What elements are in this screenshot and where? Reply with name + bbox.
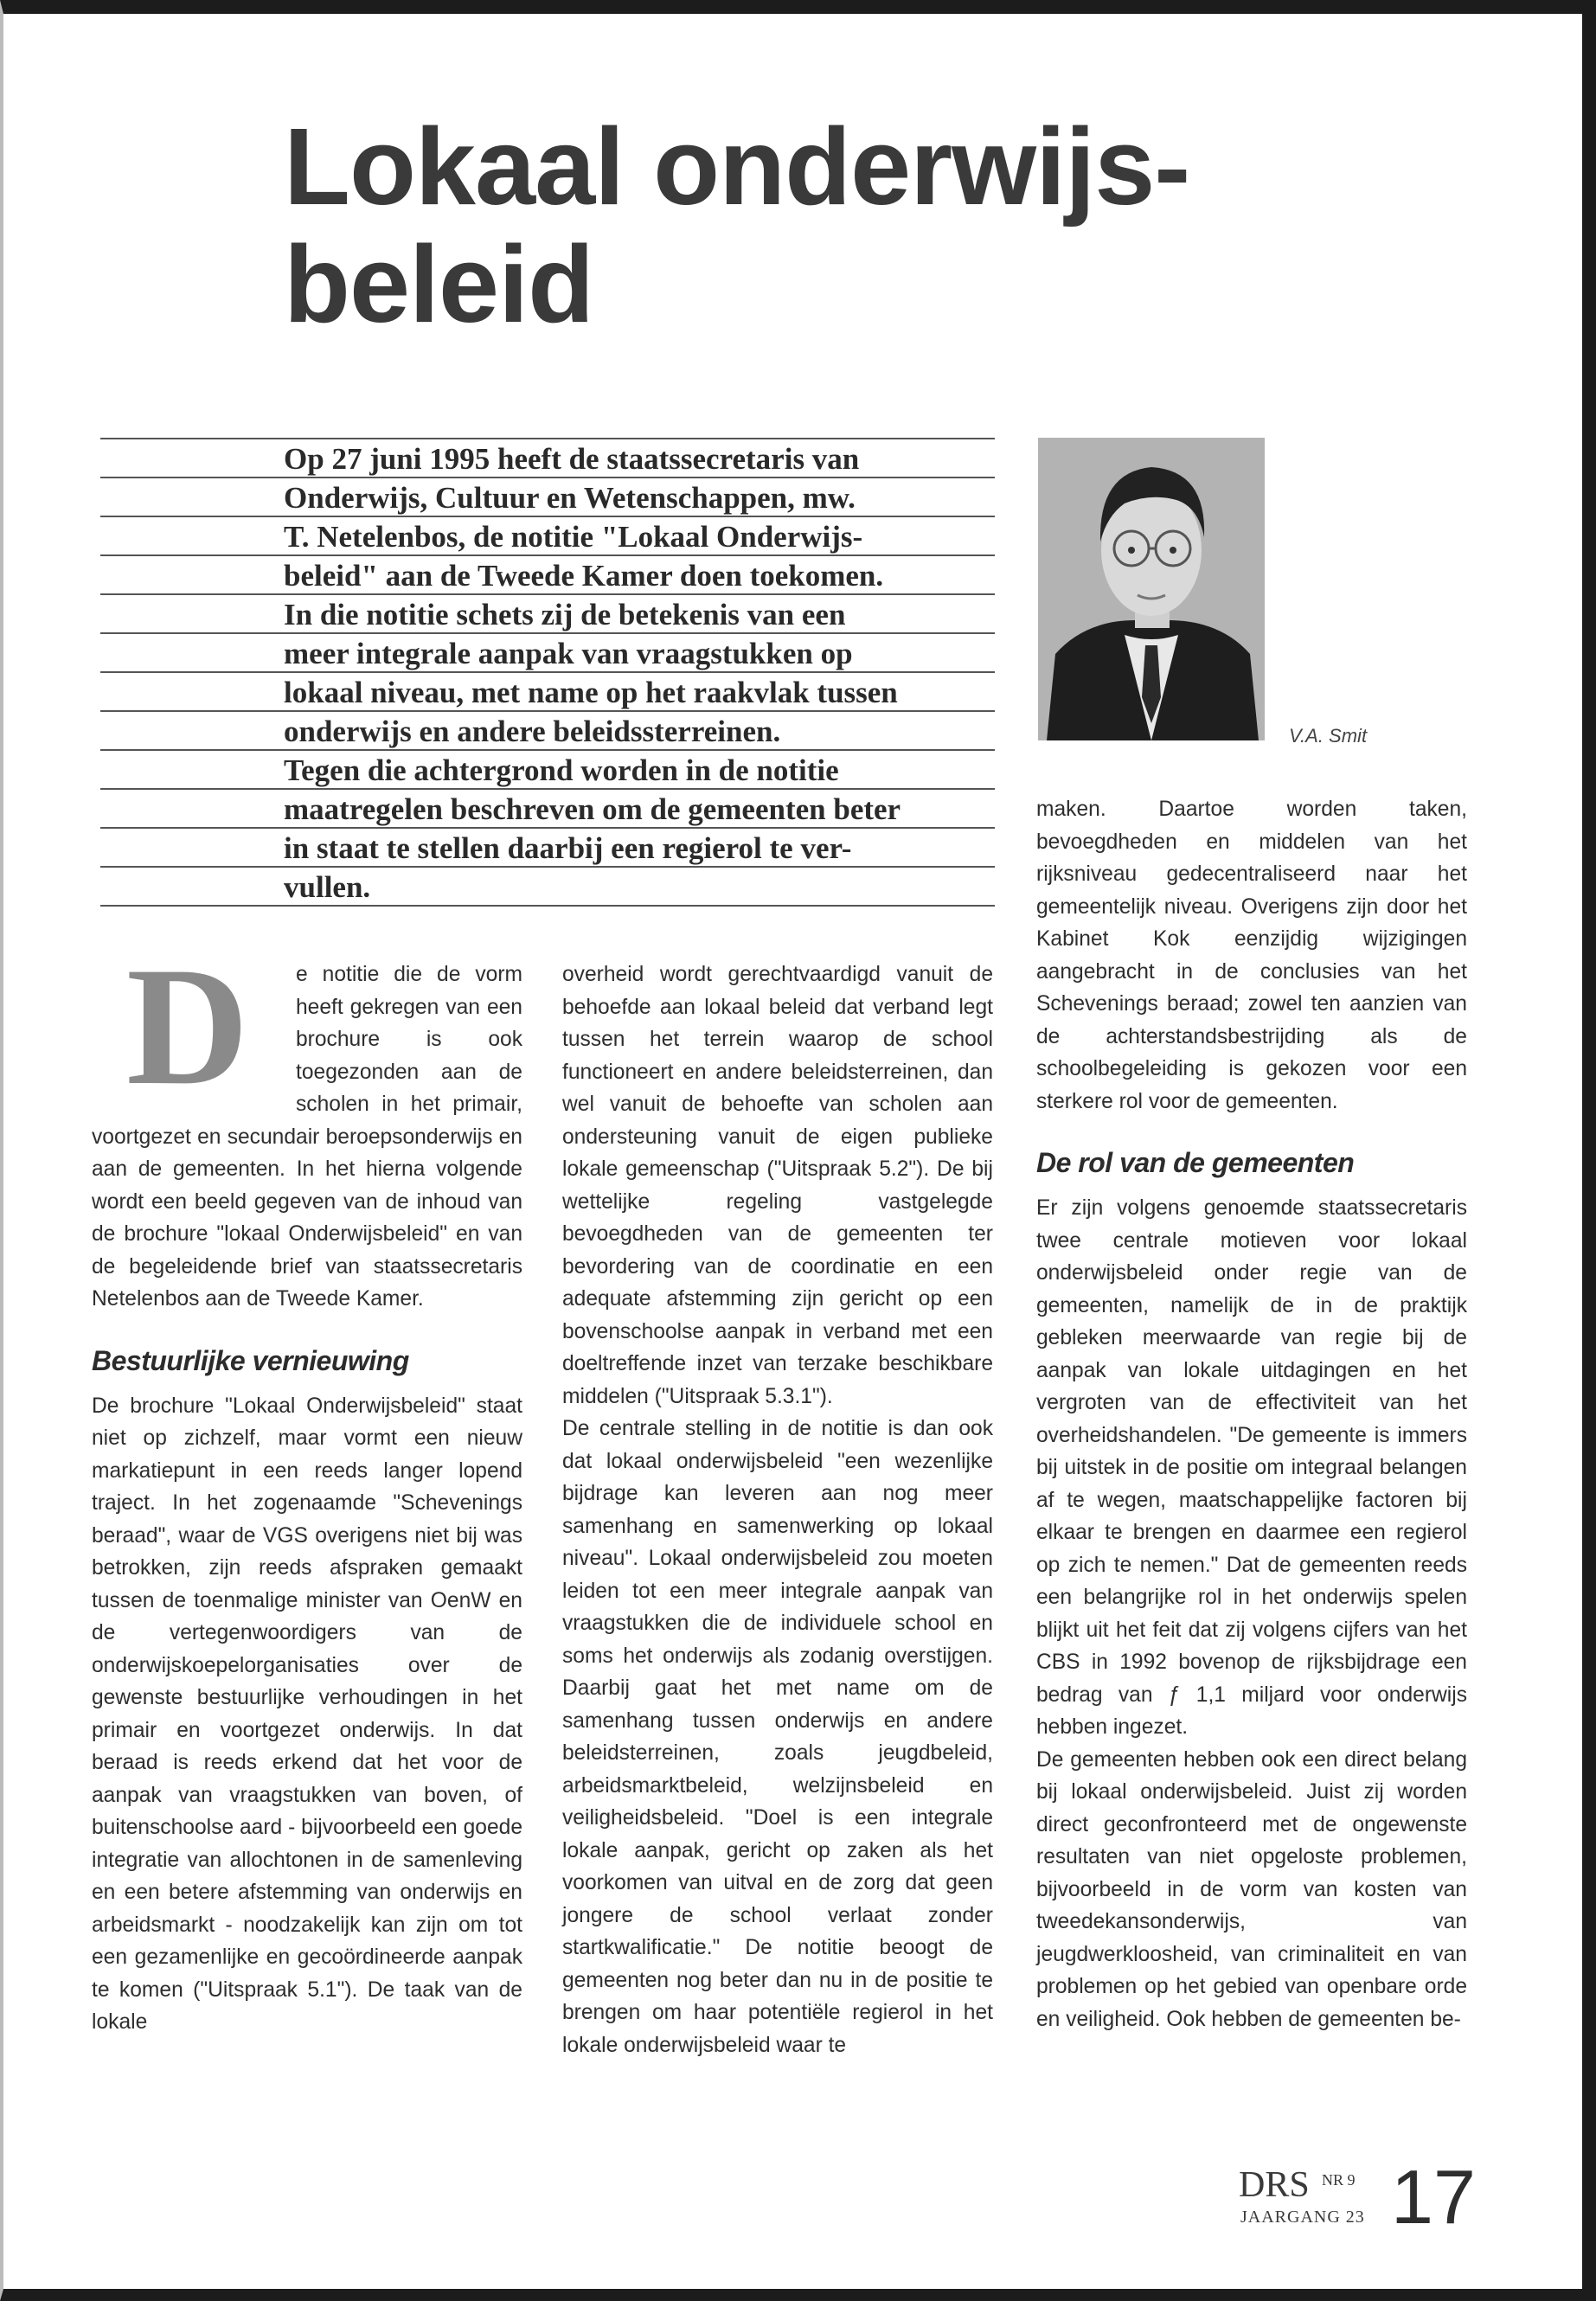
intro-block [100, 438, 995, 907]
intro-line: lokaal niveau, met name op het raakvlak tussen [100, 673, 995, 712]
paragraph: overheid wordt gerechtvaardigd vanuit de behoefde aan lokaal beleid dat verband legt tussen het terrein waarop de school functioneert en andere beleidsterreinen, dan wel vanuit de behoefte van scholen aan ondersteuning vanuit de eigen publieke lokale gemeenschap ("Uitspraak 5.2"). De bij wettelijke regeling vastgelegde bevoegdheden van de gemeenten ter bevordering van de coordinatie en een adequate afstemming zijn gericht op een bovenschoolse aanpak in verband met een doeltreffende inzet van terzake beschikbare middelen ("Uitspraak 5.3.1"). [562, 963, 993, 1408]
intro-line: in staat te stellen daarbij een regierol te ver- [100, 829, 995, 868]
article-title [284, 108, 1322, 343]
lead-paragraph: e notitie die de vorm heeft gekregen van een brochure is ook toegezonden aan de scholen in het primair, voortgezet en secundair beroepsonderwijs en aan de gemeenten. In het hierna volgende wordt een beeld gegeven van de inhoud van de brochure "lokaal Onderwijsbeleid" en van de begeleidende brief van staatssecretaris Netelenbos aan de Tweede Kamer. [92, 963, 522, 1311]
photo-caption: V.A. Smit [1289, 725, 1368, 747]
paragraph: De brochure "Lokaal Onderwijsbeleid" staat niet op zichzelf, maar vormt een nieuw markatiepunt in een reeds langer lopend traject. In het zogenaamde "Schevenings beraad", waar de VGS overigens niet bij was betrokken, zijn reeds afspraken gemaakt tussen de toenmalige minister van OenW en de vertegenwoordigers van de onderwijskoepelorganisaties over de gewenste bestuurlijke verhoudingen in het primair en voortgezet onderwijs. In dat beraad is reeds erkend dat het voor de aanpak van vraagstukken van boven, of buitenschoolse aard - bijvoorbeeld een goede integratie van allochtonen in de samenleving en een betere afstemming van onderwijs en arbeidsmarkt - noodzakelijk kan zijn om tot een gezamenlijke en gecoördineerde aanpak te komen ("Uitspraak 5.1"). De taak van de lokale [92, 1394, 522, 2034]
portrait-photo [1038, 438, 1265, 740]
volume-label: JAARGANG 23 [1240, 2208, 1365, 2227]
intro-line: In die notitie schets zij de betekenis van een [100, 595, 995, 634]
subheading-de-rol-van-de-gemeenten: De rol van de gemeenten [1036, 1147, 1355, 1178]
portrait-illustration [1038, 438, 1265, 740]
intro-line: meer integrale aanpak van vraagstukken op [100, 634, 995, 673]
intro-line: vullen. [100, 868, 995, 907]
page-footer [1239, 2154, 1490, 2240]
title-line-2: beleid [284, 223, 594, 345]
article-column-1 [92, 933, 522, 2039]
intro-line: beleid" aan de Tweede Kamer doen toekomen. [100, 556, 995, 595]
subheading-bestuurlijke-vernieuwing: Bestuurlijke vernieuwing [92, 1344, 409, 1376]
drop-cap: D [126, 933, 249, 1120]
paragraph: maken. Daartoe worden taken, bevoegdheden en middelen van het rijksniveau gedecentraliseerd naar het gemeentelijk niveau. Overigens zijn door het Kabinet Kok eenzijdig wijzigingen aangebracht in de conclusies van het Schevenings beraad; zowel ten aanzien van de achterstandsbestrijding als de schoolbegeleiding is gekozen voor een sterkere rol voor de gemeenten. [1036, 798, 1467, 1113]
paragraph: De centrale stelling in de notitie is dan ook dat lokaal onderwijsbeleid "een wezenlijke bijdrage kan leveren aan nog meer samenhang en samenwerking op lokaal niveau". Lokaal onderwijsbeleid zou moeten leiden tot een meer integrale aanpak van vraagstukken die de individuele school en soms het onderwijs als zodanig overstijgen. Daarbij gaat het met name om de samenhang tussen onderwijs en andere beleidsterreinen, zoals jeugdbeleid, arbeidsmarktbeleid, welzijnsbeleid en veiligheidsbeleid. "Doel is een integrale lokale aanpak, gericht op zaken als het voorkomen van uitval en de zorg dat geen jongere de school verlaat zonder startkwalificatie." De notitie beoogt de gemeenten nog beter dan nu in de positie te brengen om haar potentiële regierol in het lokale onderwijsbeleid waar te [562, 1417, 993, 2057]
issue-number: NR 9 [1322, 2171, 1356, 2189]
article-column-2 [562, 958, 993, 2061]
intro-line: maatregelen beschreven om de gemeenten beter [100, 790, 995, 829]
intro-line: Onderwijs, Cultuur en Wetenschappen, mw. [100, 478, 995, 517]
paragraph: Er zijn volgens genoemde staatssecretaris twee centrale motieven voor lokaal onderwijsbeleid onder regie van de gemeenten, namelijk de in de praktijk gebleken meerwaarde van regie bij de aanpak van lokale uitdagingen en het vergroten van de effectiviteit van het overheidshandelen. "De gemeente is immers bij uitstek in de positie om integraal belangen af te wegen, maatschappelijke factoren bij elkaar te brengen en daarmee een regierol op zich te nemen." Dat de gemeenten reeds een belangrijke rol in het onderwijs spelen blijkt uit het feit dat zij volgens cijfers van het CBS in 1992 bovenop de rijksbijdrage een bedrag van ƒ 1,1 miljard voor onderwijs hebben ingezet. [1036, 1196, 1467, 1739]
magazine-name: DRS [1239, 2165, 1310, 2205]
intro-line: onderwijs en andere beleidssterreinen. [100, 712, 995, 751]
intro-line: Tegen die achtergrond worden in de notitie [100, 751, 995, 790]
paragraph: De gemeenten hebben ook een direct belang bij lokaal onderwijsbeleid. Juist zij worden direct geconfronteerd met de ongewenste resultaten van niet opgeloste problemen, bijvoorbeeld in de vorm van kosten van tweedekansonderwijs, van jeugdwerkloosheid, van criminaliteit en van problemen op het gebied van openbare orde en veiligheid. Ook hebben de gemeenten be- [1036, 1747, 1467, 2031]
page-number: 17 [1391, 2154, 1476, 2240]
title-line-1: Lokaal onderwijs- [284, 106, 1190, 228]
article-column-3 [1036, 793, 1467, 2035]
intro-line: Op 27 juni 1995 heeft de staatssecretaris van [100, 439, 995, 478]
intro-line: T. Netelenbos, de notitie "Lokaal Onderwijs- [100, 517, 995, 556]
